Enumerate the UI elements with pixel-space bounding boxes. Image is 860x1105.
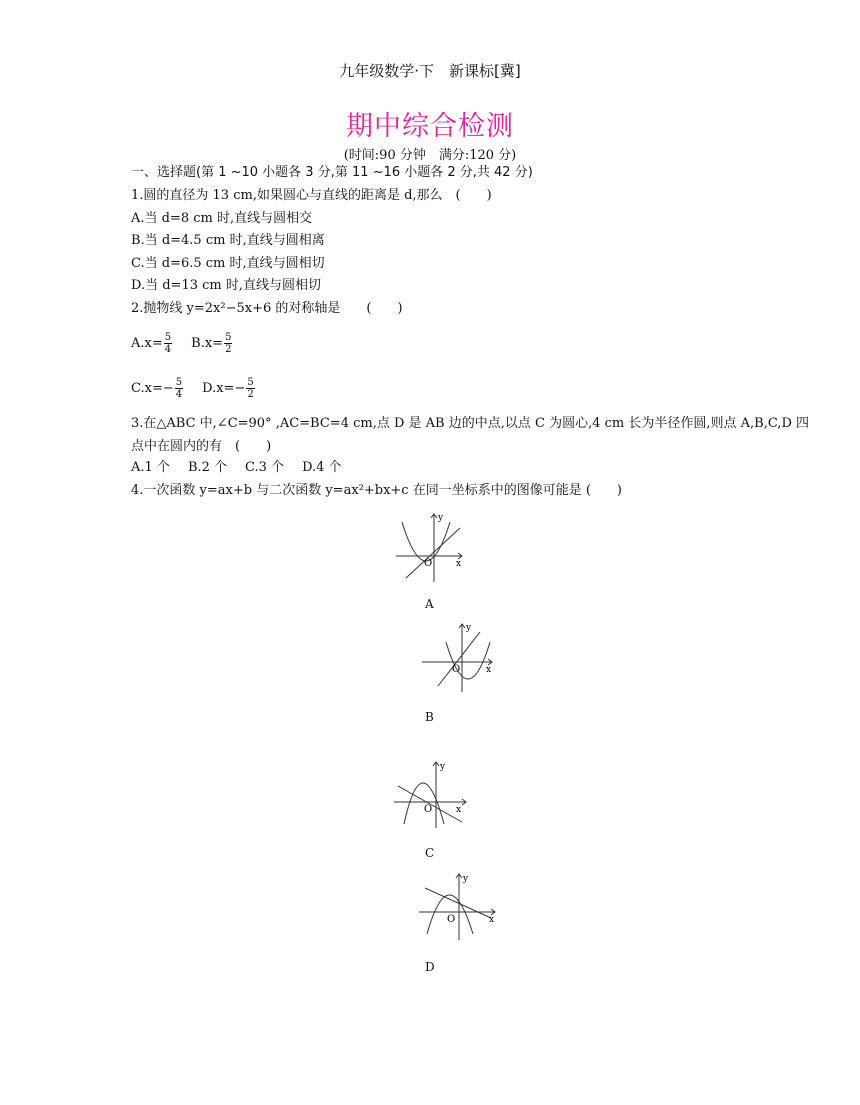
- question-2-option-b: B.x= $\frac{5}{2}$: [191, 332, 232, 355]
- graph-a-y-label: y: [438, 513, 444, 523]
- question-1-option-d: D.当 d=13 cm 时,直线与圆相切: [131, 278, 321, 293]
- question-3-stem-line-2: 点中在圆内的有 ( ): [131, 439, 272, 454]
- question-1-option-b: B.当 d=4.5 cm 时,直线与圆相离: [131, 233, 325, 248]
- graph-a: [390, 510, 470, 585]
- graph-c-x-label: x: [456, 805, 462, 815]
- graph-b-x-label: x: [486, 665, 492, 675]
- question-3-options: [131, 458, 342, 478]
- question-2-options-row-1: [131, 332, 233, 355]
- section-heading: 一、选择题(第 1 ~10 小题各 3 分,第 11 ~16 小题各 2 分,共 42 分): [131, 165, 533, 180]
- graph-c-origin-label: O: [424, 804, 433, 815]
- graph-d-caption: D: [425, 960, 435, 974]
- question-3-option-a: A.1 个: [131, 460, 170, 475]
- question-1-option-a: A.当 d=8 cm 时,直线与圆相交: [131, 211, 313, 226]
- question-3-stem-line-1: 3.在△ABC 中,∠C=90° ,AC=BC=4 cm,点 D 是 AB 边的中点,以点 C 为圆心,4 cm 长为半径作圆,则点 A,B,C,D 四: [131, 416, 809, 431]
- graph-d-origin-label: O: [447, 914, 456, 925]
- question-4-stem: 4.一次函数 y=ax+b 与二次函数 y=ax²+bx+c 在同一坐标系中的图像可能是 ( ): [131, 483, 622, 498]
- graph-c-caption: C: [425, 846, 435, 860]
- question-2-option-a: A.x= $\frac{5}{4}$: [131, 332, 172, 355]
- graph-d: [415, 872, 500, 942]
- question-3-option-d: D.4 个: [302, 460, 342, 475]
- page-title: 期中综合检测: [346, 111, 514, 142]
- graph-b-origin-label: O: [452, 664, 461, 675]
- graph-b-caption: B: [425, 710, 434, 724]
- question-2-option-d: D.x=− $\frac{5}{2}$: [202, 377, 254, 400]
- question-3-option-c: C.3 个: [245, 460, 285, 475]
- graph-a-origin-label: O: [424, 558, 433, 569]
- exam-subtitle: (时间:90 分钟 满分:120 分): [343, 148, 517, 163]
- question-2-option-c: C.x=− $\frac{5}{4}$: [131, 377, 183, 400]
- question-2-stem: 2.抛物线 y=2x²−5x+6 的对称轴是 ( ): [131, 301, 403, 316]
- page-header: 九年级数学·下 新课标[冀]: [339, 62, 521, 80]
- question-1-option-c: C.当 d=6.5 cm 时,直线与圆相切: [131, 256, 325, 271]
- graph-b-y-label: y: [466, 623, 472, 633]
- graph-a-caption: A: [425, 597, 434, 611]
- graph-c-y-label: y: [440, 762, 446, 772]
- question-3-option-b: B.2 个: [187, 460, 228, 475]
- question-2-options-row-2: [131, 377, 256, 400]
- graph-c: [390, 760, 470, 830]
- question-1-stem: 1.圆的直径为 13 cm,如果圆心与直线的距离是 d,那么 ( ): [131, 188, 492, 203]
- graph-a-x-label: x: [456, 559, 462, 569]
- graph-b: [418, 620, 498, 695]
- graph-d-y-label: y: [463, 874, 469, 884]
- graph-d-x-label: x: [489, 915, 495, 925]
